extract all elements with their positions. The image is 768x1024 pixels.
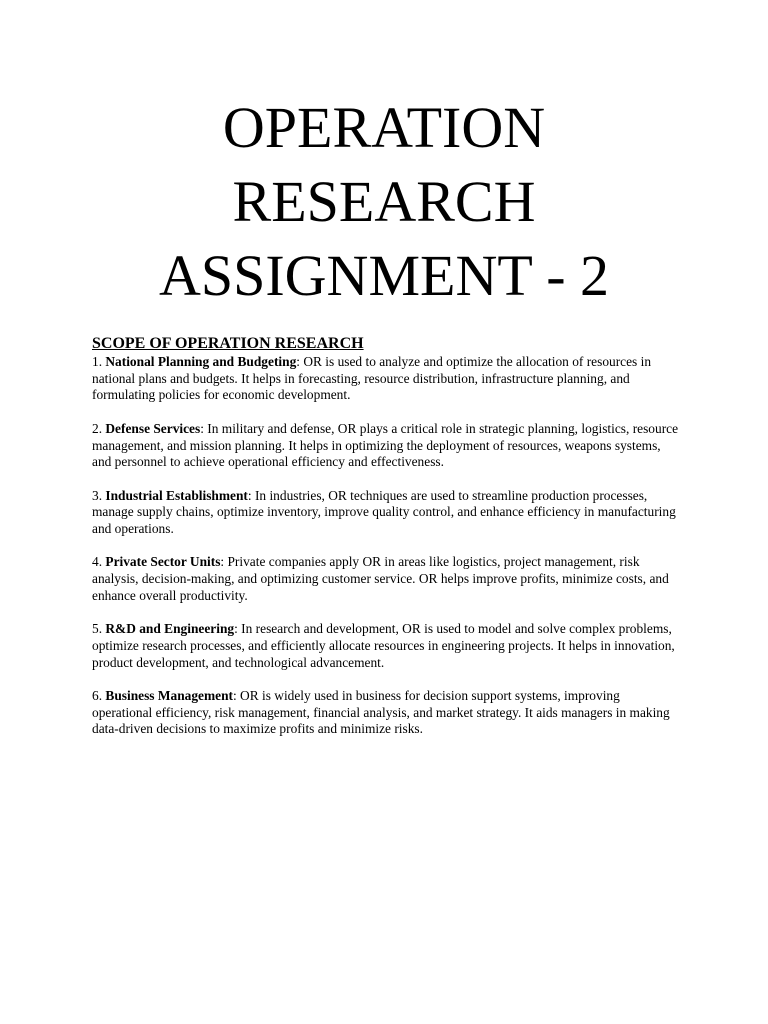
list-item — [92, 554, 682, 604]
list-item — [92, 688, 682, 738]
item-text: : Private companies apply OR in areas like logistics, project management, risk analysis, decision-making, and optimizing customer service. OR helps improve profits, minimize costs, and enhance overall productivity. — [92, 554, 669, 603]
section-heading: SCOPE OF OPERATION RESEARCH — [92, 335, 364, 352]
item-text: : In military and defense, OR plays a critical role in strategic planning, logistics, resource management, and mission planning. It helps in optimizing the deployment of resources, weapons systems, and personnel to achieve operational efficiency and effectiveness. — [92, 420, 679, 470]
item-term: Defense Services — [105, 420, 201, 436]
item-text: : OR is used to analyze and optimize the allocation of resources in national plans and budgets. It helps in forecasting, resource distribution, infrastructure planning, and formulating policies for economic development. — [92, 354, 652, 403]
item-text: : In industries, OR techniques are used to streamline production processes, manage supply chains, optimize inventory, improve quality control, and enhance efficiency in manufacturing and operations. — [92, 487, 676, 536]
item-term: R&D and Engineering — [105, 621, 235, 637]
scope-section — [92, 334, 682, 755]
item-number: 5. — [92, 621, 106, 637]
item-term: Business Management — [105, 687, 233, 703]
item-number: 1. — [92, 354, 106, 369]
list-item — [92, 354, 682, 404]
title-line-2: RESEARCH — [232, 169, 536, 234]
list-item — [92, 488, 682, 538]
item-number: 2. — [92, 420, 106, 436]
item-text: : In research and development, OR is used to model and solve complex problems, optimize research processes, and efficiently allocate resources in engineering projects. It helps in innovation, product development, and technological advancement. — [92, 621, 675, 670]
item-number: 3. — [92, 487, 106, 503]
list-item — [92, 421, 682, 471]
title-line-1: OPERATION — [222, 95, 546, 160]
item-number: 4. — [92, 554, 106, 570]
item-term: Industrial Establishment — [105, 487, 248, 503]
page-title — [0, 91, 768, 313]
item-term: Private Sector Units — [105, 554, 221, 570]
title-line-3: ASSIGNMENT - 2 — [158, 243, 610, 308]
item-number: 6. — [92, 687, 106, 703]
list-item — [92, 621, 682, 671]
item-text: : OR is widely used in business for decision support systems, improving operational efficiency, risk management, financial analysis, and market strategy. It aids managers in making data-driven decisions to maximize profits and minimize risks. — [92, 687, 670, 737]
item-term: National Planning and Budgeting — [105, 354, 297, 369]
